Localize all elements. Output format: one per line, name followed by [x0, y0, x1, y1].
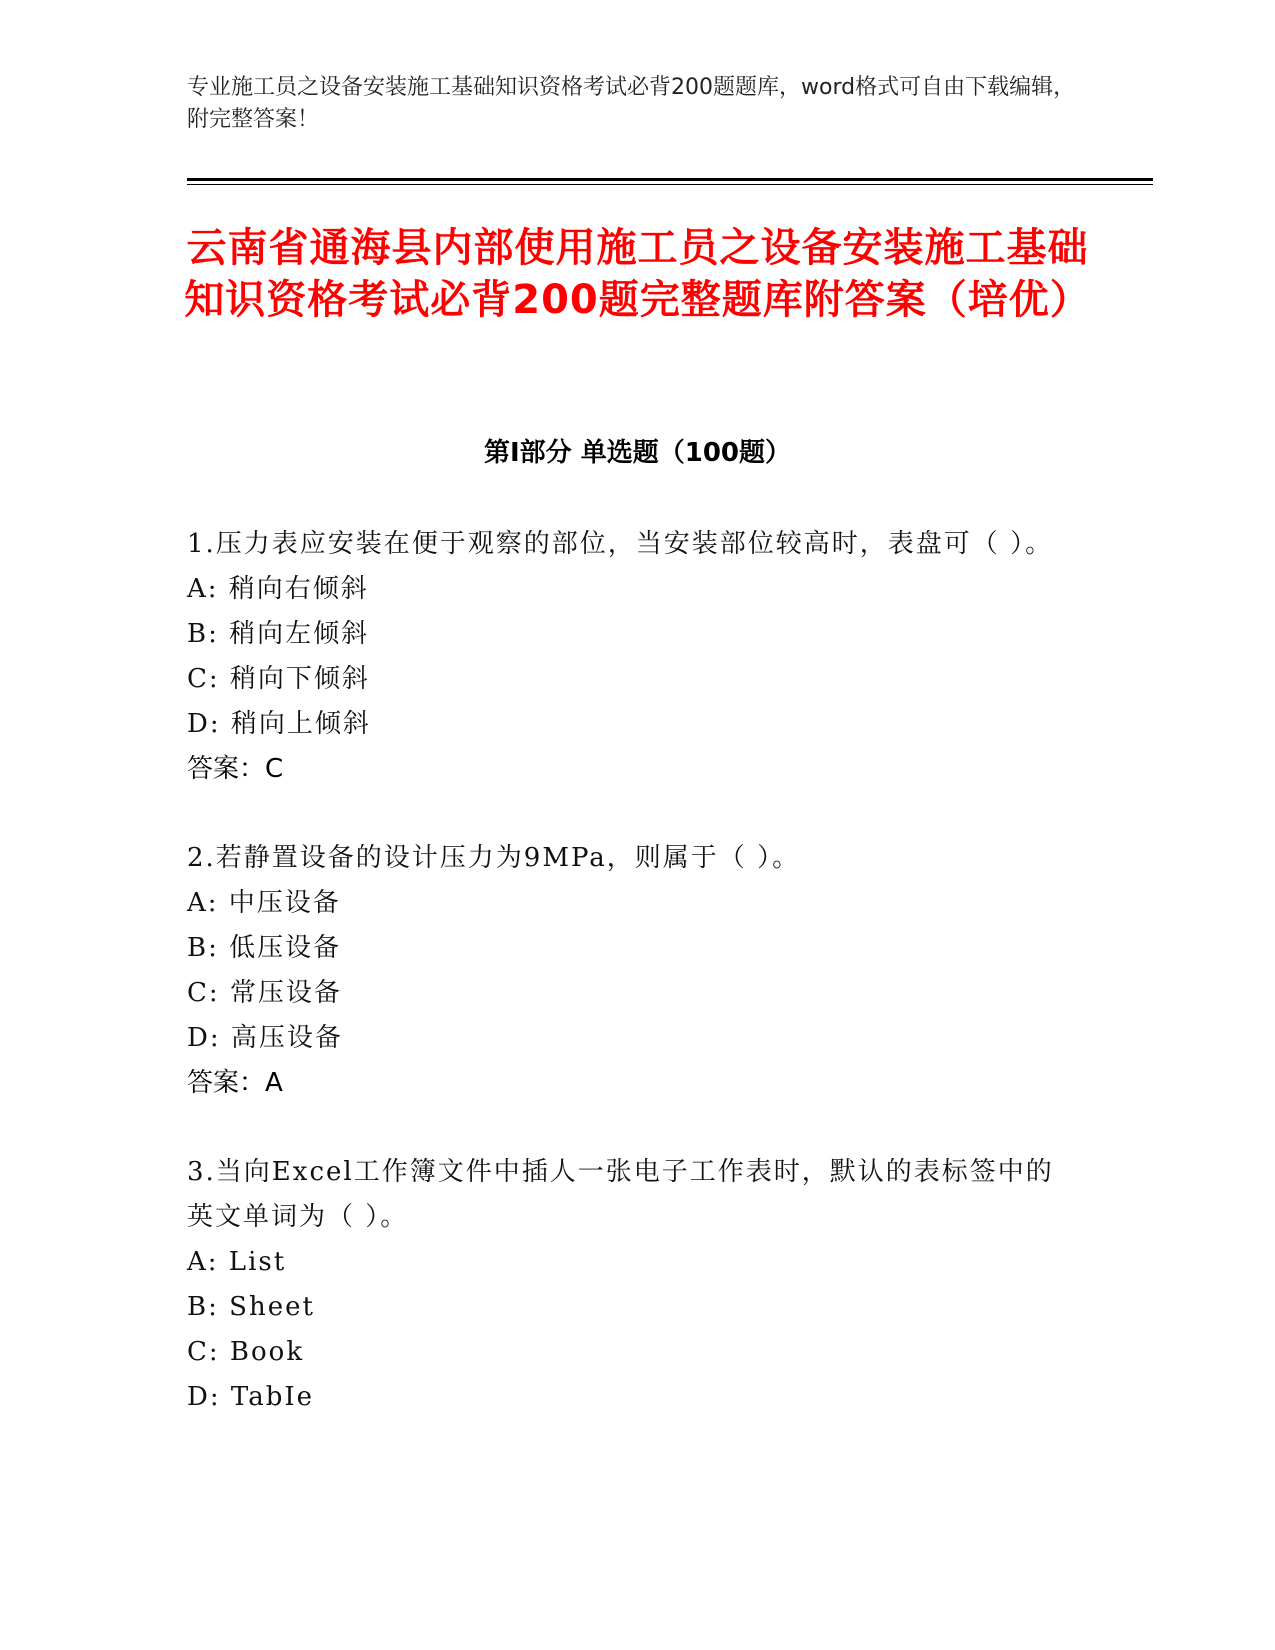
header-note: 专业施工员之设备安装施工基础知识资格考试必背200题题库，word格式可自由下载编辑，附完整答案！: [187, 75, 1076, 132]
header-divider-thin: [187, 184, 1153, 185]
question-3: [187, 1150, 1067, 1420]
option-c: C: 常压设备: [187, 978, 342, 1008]
option-c: C: 稍向下倾斜: [187, 664, 370, 694]
question-stem: 3.当向Excel工作簿文件中插人一张电子工作表时，默认的表标签中的英文单词为（ ）。: [187, 1157, 1054, 1232]
answer: 答案：C: [187, 754, 284, 784]
document-title: 云南省通海县内部使用施工员之设备安装施工基础知识资格考试必背200题完整题库附答案（培优）: [184, 225, 1091, 323]
question-2: [187, 836, 1067, 1106]
answer: 答案：A: [187, 1068, 283, 1098]
question-1: [187, 522, 1067, 792]
option-a: A: List: [187, 1247, 287, 1277]
option-b: B: 稍向左倾斜: [187, 619, 370, 649]
option-d: D: TabIe: [187, 1382, 314, 1412]
option-b: B: 低压设备: [187, 933, 342, 963]
option-d: D: 高压设备: [187, 1023, 343, 1053]
section-title: 第Ⅰ部分 单选题（100题）: [484, 438, 791, 468]
option-b: B: Sheet: [187, 1292, 315, 1322]
option-a: A: 中压设备: [187, 888, 341, 918]
option-a: A: 稍向右倾斜: [187, 574, 369, 604]
option-d: D: 稍向上倾斜: [187, 709, 371, 739]
question-list: [187, 522, 1067, 1464]
option-c: C: Book: [187, 1337, 305, 1367]
header-divider-thick: [187, 178, 1153, 181]
question-stem: 1.压力表应安装在便于观察的部位，当安装部位较高时，表盘可（ ）。: [187, 529, 1054, 559]
question-stem: 2.若静置设备的设计压力为9MPa，则属于（ ）。: [187, 843, 801, 873]
